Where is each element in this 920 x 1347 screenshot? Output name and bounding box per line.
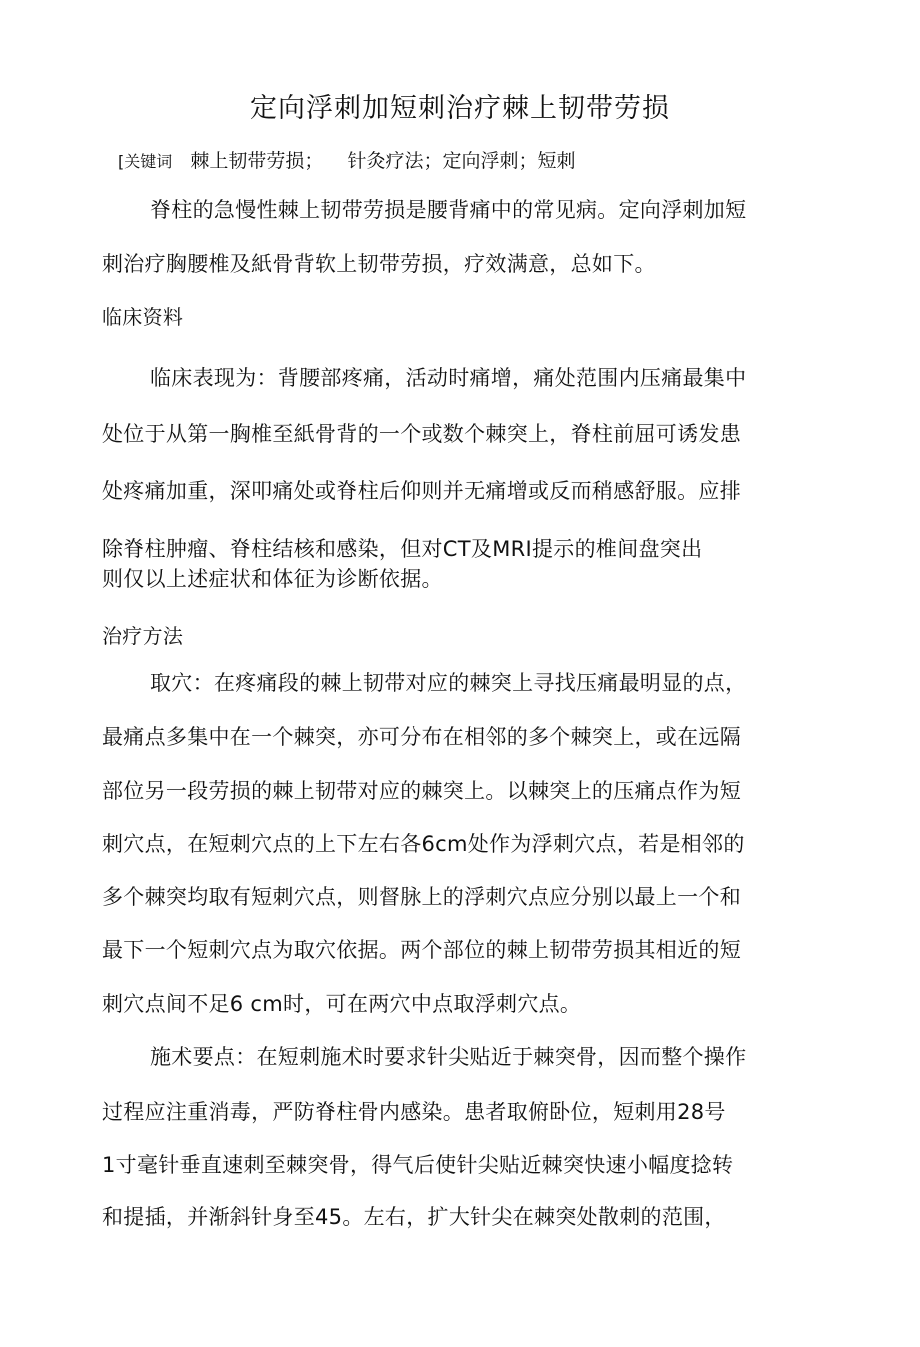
keywords-label: [关键词: [118, 152, 173, 171]
document-title: 定向浮刺加短刺治疗棘上韧带劳损: [250, 93, 670, 124]
clinical-line-2: 处位于从第一胸椎至紙骨背的一个或数个棘突上，脊柱前屈可诱发患: [102, 422, 741, 446]
keywords-line: [118, 146, 576, 173]
section-heading-treatment: 治疗方法: [102, 624, 184, 648]
clinical-line-3: 处疼痛加重，深叩痛处或脊柱后仰则并无痛增或反而稍感舒服。应排: [102, 479, 741, 503]
technique-line-3: 1寸毫针垂直速刺至棘突骨，得气后使针尖贴近棘突快速小幅度捻转: [102, 1153, 734, 1177]
treatment-line-3: 部位另一段劳损的棘上韧带对应的棘突上。以棘突上的压痛点作为短: [102, 779, 741, 803]
intro-line-2: 刺治疗胸腰椎及紙骨背软上韧带劳损，疗效满意，总如下。: [102, 252, 656, 276]
keywords-text: 棘上韧带劳损； 针灸疗法；定向浮刺；短刺: [190, 150, 576, 172]
clinical-line-4: 除脊柱肿瘤、脊柱结核和感染，但对CT及MRI提示的椎间盘突出: [102, 537, 703, 561]
treatment-line-5: 多个棘突均取有短刺穴点，则督脉上的浮刺穴点应分别以最上一个和: [102, 885, 741, 909]
treatment-line-6: 最下一个短刺穴点为取穴依据。两个部位的棘上韧带劳损其相近的短: [102, 938, 741, 962]
section-heading-clinical: 临床资料: [102, 305, 184, 329]
treatment-line-4: 刺穴点，在短刺穴点的上下左右各6cm处作为浮刺穴点，若是相邻的: [102, 832, 745, 856]
treatment-line-1: 取穴：在疼痛段的棘上韧带对应的棘突上寻找压痛最明显的点，: [150, 671, 747, 695]
clinical-line-1: 临床表现为：背腰部疼痛，活动时痛增，痛处范围内压痛最集中: [150, 366, 747, 390]
clinical-line-5: 则仅以上述症状和体征为诊断依据。: [102, 567, 443, 591]
technique-line-4: 和提插，并渐斜针身至45。左右，扩大针尖在棘突处散刺的范围，: [102, 1205, 726, 1229]
intro-line-1: 脊柱的急慢性棘上韧带劳损是腰背痛中的常见病。定向浮刺加短: [150, 198, 747, 222]
technique-line-1: 施术要点：在短刺施术时要求针尖贴近于棘突骨，因而整个操作: [150, 1045, 747, 1069]
technique-line-2: 过程应注重消毒，严防脊柱骨内感染。患者取俯卧位，短刺用28号: [102, 1100, 726, 1124]
treatment-line-7: 刺穴点间不足6 cm时，可在两穴中点取浮刺穴点。: [102, 992, 582, 1016]
treatment-line-2: 最痛点多集中在一个棘突，亦可分布在相邻的多个棘突上，或在远隔: [102, 725, 741, 749]
